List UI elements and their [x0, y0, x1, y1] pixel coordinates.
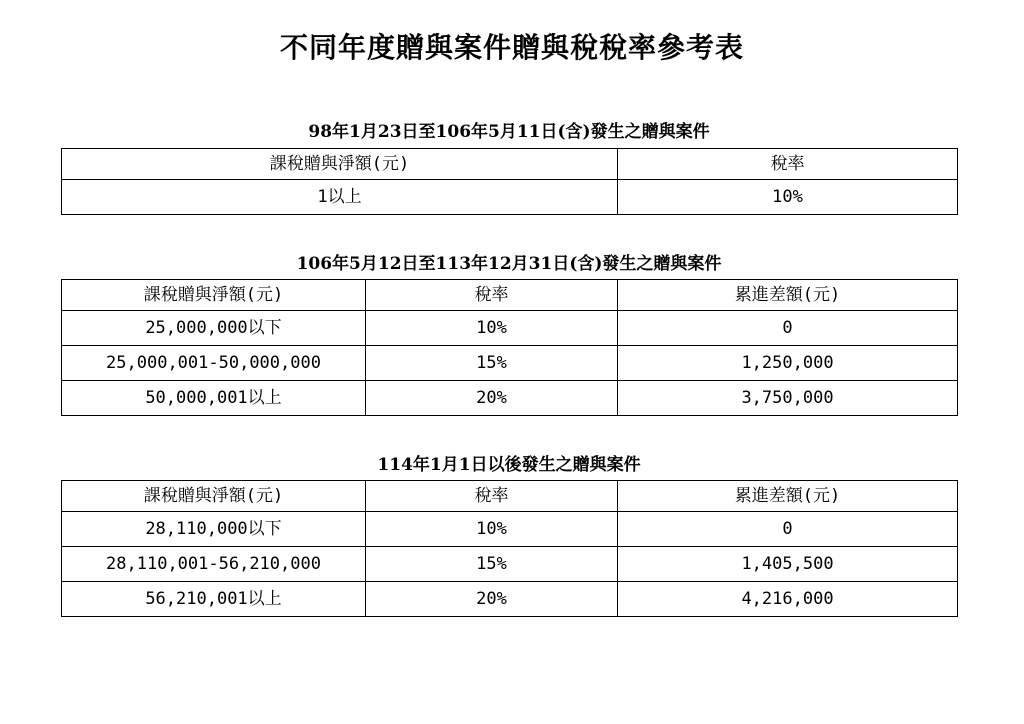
section-heading-1: 98年1月23日至106年5月11日(含)發生之贈與案件 — [308, 122, 710, 142]
cell-net-amount: 1以上 — [62, 180, 618, 215]
header-cell-tax-rate: 稅率 — [366, 481, 618, 512]
cell-tax-rate: 20% — [366, 582, 618, 617]
header-cell-net-amount: 課稅贈與淨額(元) — [62, 481, 366, 512]
table-row — [62, 346, 958, 381]
page-title: 不同年度贈與案件贈與稅稅率參考表 — [279, 31, 744, 64]
table-header-row — [62, 280, 958, 311]
cell-tax-rate: 10% — [618, 180, 958, 215]
table-row — [62, 381, 958, 416]
cell-net-amount: 25,000,001-50,000,000 — [62, 346, 366, 381]
cell-net-amount: 50,000,001以上 — [62, 381, 366, 416]
section-heading-2: 106年5月12日至113年12月31日(含)發生之贈與案件 — [296, 254, 722, 274]
table-row — [62, 582, 958, 617]
cell-tax-rate: 20% — [366, 381, 618, 416]
tax-rate-table-2 — [61, 279, 958, 416]
cell-tax-rate: 15% — [366, 346, 618, 381]
cell-progressive-difference: 0 — [618, 311, 958, 346]
table-row — [62, 547, 958, 582]
section-heading-3: 114年1月1日以後發生之贈與案件 — [377, 455, 641, 475]
cell-net-amount: 28,110,000以下 — [62, 512, 366, 547]
cell-net-amount: 56,210,001以上 — [62, 582, 366, 617]
cell-progressive-difference: 1,405,500 — [618, 547, 958, 582]
table-row — [62, 512, 958, 547]
cell-progressive-difference: 4,216,000 — [618, 582, 958, 617]
cell-tax-rate: 15% — [366, 547, 618, 582]
cell-tax-rate: 10% — [366, 512, 618, 547]
header-cell-progressive-difference: 累進差額(元) — [618, 280, 958, 311]
tax-rate-table-3 — [61, 480, 958, 617]
cell-net-amount: 25,000,000以下 — [62, 311, 366, 346]
tax-rate-table-1 — [61, 148, 958, 215]
cell-tax-rate: 10% — [366, 311, 618, 346]
cell-net-amount: 28,110,001-56,210,000 — [62, 547, 366, 582]
header-cell-tax-rate: 稅率 — [366, 280, 618, 311]
table-row — [62, 180, 958, 215]
table-row — [62, 311, 958, 346]
header-cell-net-amount: 課稅贈與淨額(元) — [62, 149, 618, 180]
table-header-row — [62, 481, 958, 512]
header-cell-net-amount: 課稅贈與淨額(元) — [62, 280, 366, 311]
cell-progressive-difference: 3,750,000 — [618, 381, 958, 416]
header-cell-progressive-difference: 累進差額(元) — [618, 481, 958, 512]
cell-progressive-difference: 0 — [618, 512, 958, 547]
table-header-row — [62, 149, 958, 180]
cell-progressive-difference: 1,250,000 — [618, 346, 958, 381]
header-cell-tax-rate: 稅率 — [618, 149, 958, 180]
